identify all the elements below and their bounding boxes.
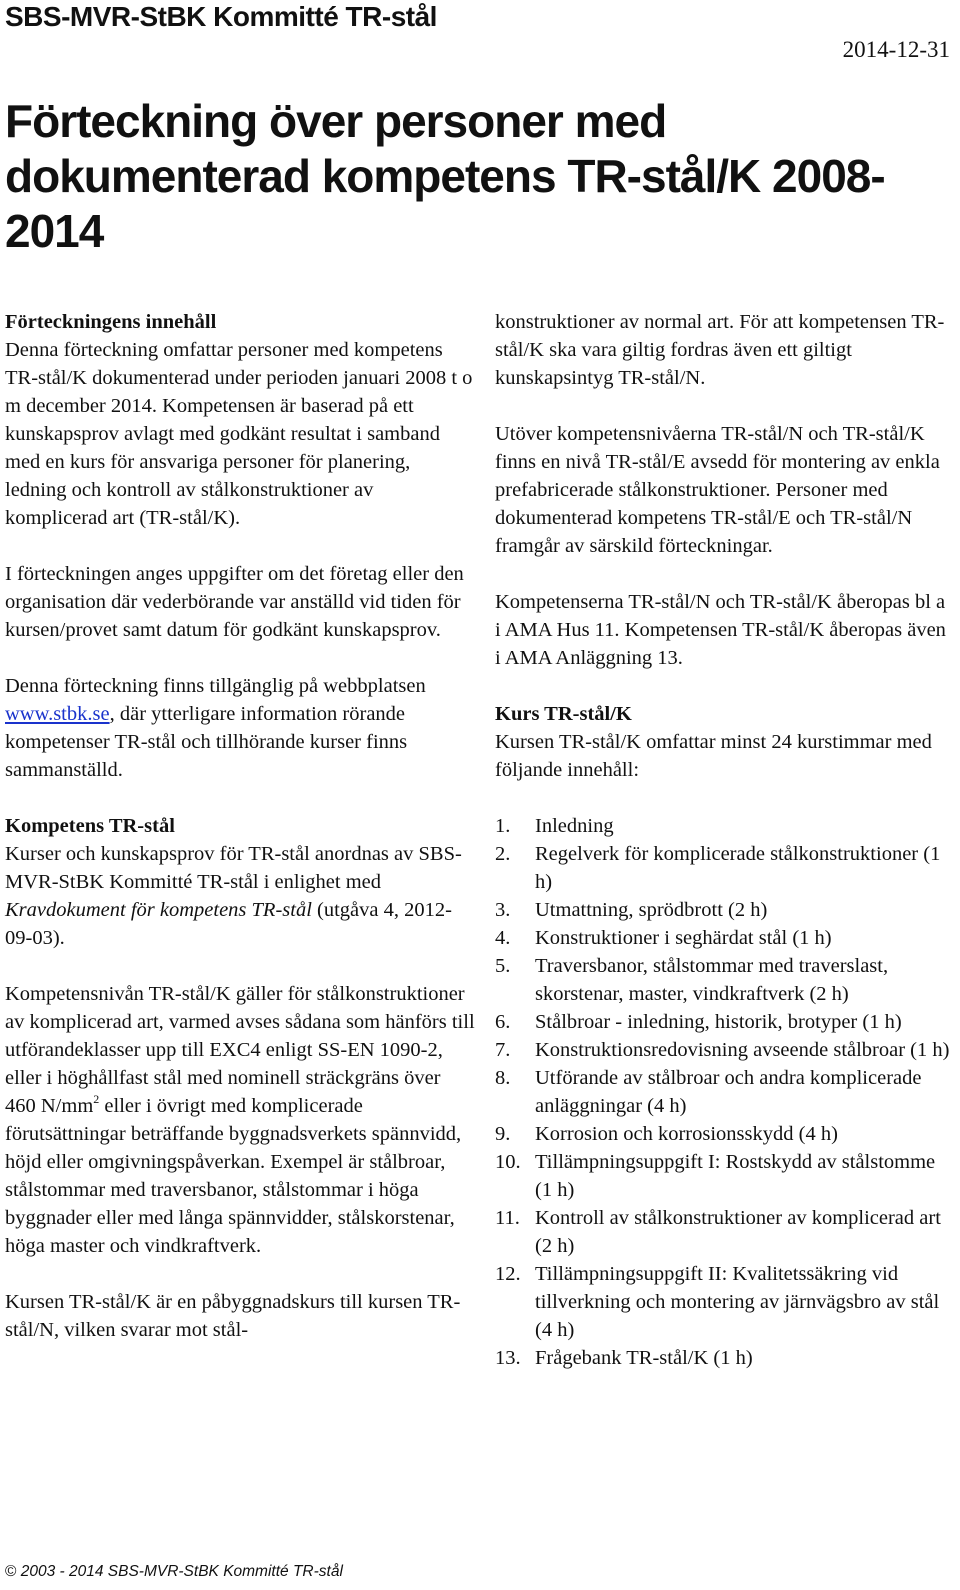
course-item-text: Regelverk för komplicerade stålkonstruktioner (1 h)	[535, 843, 941, 893]
course-item	[495, 1008, 955, 1036]
course-item-text: Inledning	[535, 815, 614, 837]
course-item-text: Tillämpningsuppgift I: Rostskydd av stålstomme (1 h)	[535, 1151, 936, 1201]
course-item-number: 12.	[495, 1263, 521, 1285]
footer-text: 2003 - 2014 SBS-MVR-StBK Kommitté TR-stål	[20, 1563, 343, 1580]
course-item	[495, 924, 955, 952]
course-item-number: 7.	[495, 1039, 511, 1061]
course-item	[495, 1204, 955, 1260]
contents-heading: Förteckningens innehåll	[5, 311, 217, 333]
course-item	[495, 952, 955, 1008]
levels-paragraph: Utöver kompetensnivåerna TR-stål/N och TR-stål/K finns en nivå TR-stål/E avsedd för montering av enkla prefabricerade stålkonstruktioner. Personer med dokumenterad kompetens TR-stål/E och TR-stål/N framgår av särskild förteckningar.	[495, 423, 940, 557]
course-item	[495, 896, 955, 924]
course-section	[495, 700, 955, 784]
course-intro: Kursen TR-stål/K omfattar minst 24 kurstimmar med följande innehåll:	[495, 731, 932, 781]
ama-paragraph: Kompetenserna TR-stål/N och TR-stål/K åberopas bl a i AMA Hus 11. Kompetensen TR-stål/K åberopas även i AMA Anläggning 13.	[495, 591, 946, 669]
info-paragraph: I förteckningen anges uppgifter om det företag eller den organisation där vederbörande var anställd vid tiden för kursen/provet samt datum för godkänt kunskapsprov.	[5, 563, 464, 641]
course-item-text: Frågebank TR-stål/K (1 h)	[535, 1347, 753, 1369]
course-item-number: 3.	[495, 899, 511, 921]
course-item-number: 4.	[495, 927, 511, 949]
course-item-number: 10.	[495, 1151, 521, 1173]
kompetens-text-after: (utgåva 4, 2012-09-03).	[5, 899, 452, 949]
course-item	[495, 1148, 955, 1204]
niva-text-after: eller i övrigt med komplicerade förutsättningar beträffande byggnadsverkets spännvidd, höjd eller omgivningspåverkan. Exempel är stålbroar, stålstommar med traversbanor, stålstommar i höga byggnader eller med långa spännvidder, stålskorstenar, höga master och vindkraftverk.	[5, 1095, 462, 1257]
course-item-number: 13.	[495, 1347, 521, 1369]
kompetens-text-before: Kurser och kunskapsprov för TR-stål anordnas av SBS-MVR-StBK Kommitté TR-stål i enlighet med	[5, 843, 462, 893]
course-item-number: 5.	[495, 955, 511, 977]
document-date: 2014-12-31	[842, 37, 950, 62]
course-item-number: 8.	[495, 1067, 511, 1089]
course-item-number: 2.	[495, 843, 511, 865]
course-item-number: 9.	[495, 1123, 511, 1145]
course-item	[495, 1260, 955, 1344]
course-item	[495, 1036, 955, 1064]
course-content-list	[495, 812, 955, 1372]
copyright-icon: ©	[5, 1563, 17, 1580]
web-paragraph	[5, 672, 475, 784]
superscript-2: 2	[93, 1092, 100, 1106]
course-item-number: 6.	[495, 1011, 511, 1033]
contents-text: Denna förteckning omfattar personer med kompetens TR-stål/K dokumenterad under perioden januari 2008 t o m december 2014. Kompetensen är baserad på ett kunskapsprov avlagt med godkänt resultat i samband med en kurs för ansvariga personer för planering, ledning och kontroll av stålkonstruktioner av komplicerad art (TR-stål/K).	[5, 339, 473, 529]
course-item	[495, 1064, 955, 1120]
web-text-after: , där ytterligare information rörande kompetenser TR-stål och tillhörande kurser finns sammanställd.	[5, 703, 408, 781]
course-item-text: Utmattning, sprödbrott (2 h)	[535, 899, 768, 921]
kompetensniva-paragraph	[5, 980, 475, 1260]
contents-section	[5, 308, 475, 532]
right-column	[495, 308, 955, 1372]
web-text-before: Denna förteckning finns tillgänglig på webbplatsen	[5, 675, 426, 697]
footer	[5, 1562, 343, 1582]
website-link[interactable]: www.stbk.se	[5, 703, 110, 725]
course-item-text: Tillämpningsuppgift II: Kvalitetssäkring vid tillverkning och montering av järnvägsbro av stål (4 h)	[535, 1263, 940, 1341]
course-item-text: Utförande av stålbroar och andra komplicerade anläggningar (4 h)	[535, 1067, 922, 1117]
kompetens-section	[5, 812, 475, 952]
course-item-text: Korrosion och korrosionsskydd (4 h)	[535, 1123, 838, 1145]
course-item-text: Traversbanor, stålstommar med traverslast, skorstenar, master, vindkraftverk (2 h)	[535, 955, 889, 1005]
kravdokument-title: Kravdokument för kompetens TR-stål	[5, 899, 312, 921]
course-heading: Kurs TR-stål/K	[495, 703, 632, 725]
kompetens-heading: Kompetens TR-stål	[5, 815, 175, 837]
continued-paragraph: konstruktioner av normal art. För att kompetensen TR-stål/K ska vara giltig fordras även ett giltigt kunskapsintyg TR-stål/N.	[495, 311, 945, 389]
course-item-text: Stålbroar - inledning, historik, brotyper (1 h)	[535, 1011, 902, 1033]
course-item-number: 1.	[495, 815, 511, 837]
course-item	[495, 840, 955, 896]
course-item	[495, 812, 955, 840]
course-item	[495, 1344, 955, 1372]
course-item-text: Kontroll av stålkonstruktioner av komplicerad art (2 h)	[535, 1207, 941, 1257]
course-item	[495, 1120, 955, 1148]
course-item-text: Konstruktioner i seghärdat stål (1 h)	[535, 927, 832, 949]
page-title: Förteckning över personer med dokumenterad kompetens TR-stål/K 2008-2014	[5, 95, 885, 257]
left-column	[5, 308, 475, 1344]
course-item-text: Konstruktionsredovisning avseende stålbroar (1 h)	[535, 1039, 950, 1061]
course-item-number: 11.	[495, 1207, 520, 1229]
kurs-paragraph: Kursen TR-stål/K är en påbyggnadskurs till kursen TR-stål/N, vilken svarar mot stål-	[5, 1291, 461, 1341]
organization-name: SBS-MVR-StBK Kommitté TR-stål	[5, 1, 437, 32]
niva-text-before: Kompetensnivån TR-stål/K gäller för stålkonstruktioner av komplicerad art, varmed avses sådana som hänförs till utförandeklasser upp till EXC4 enligt SS-EN 1090-2, eller i höghållfast stål med nominell sträckgräns över 460 N/mm	[5, 983, 475, 1117]
